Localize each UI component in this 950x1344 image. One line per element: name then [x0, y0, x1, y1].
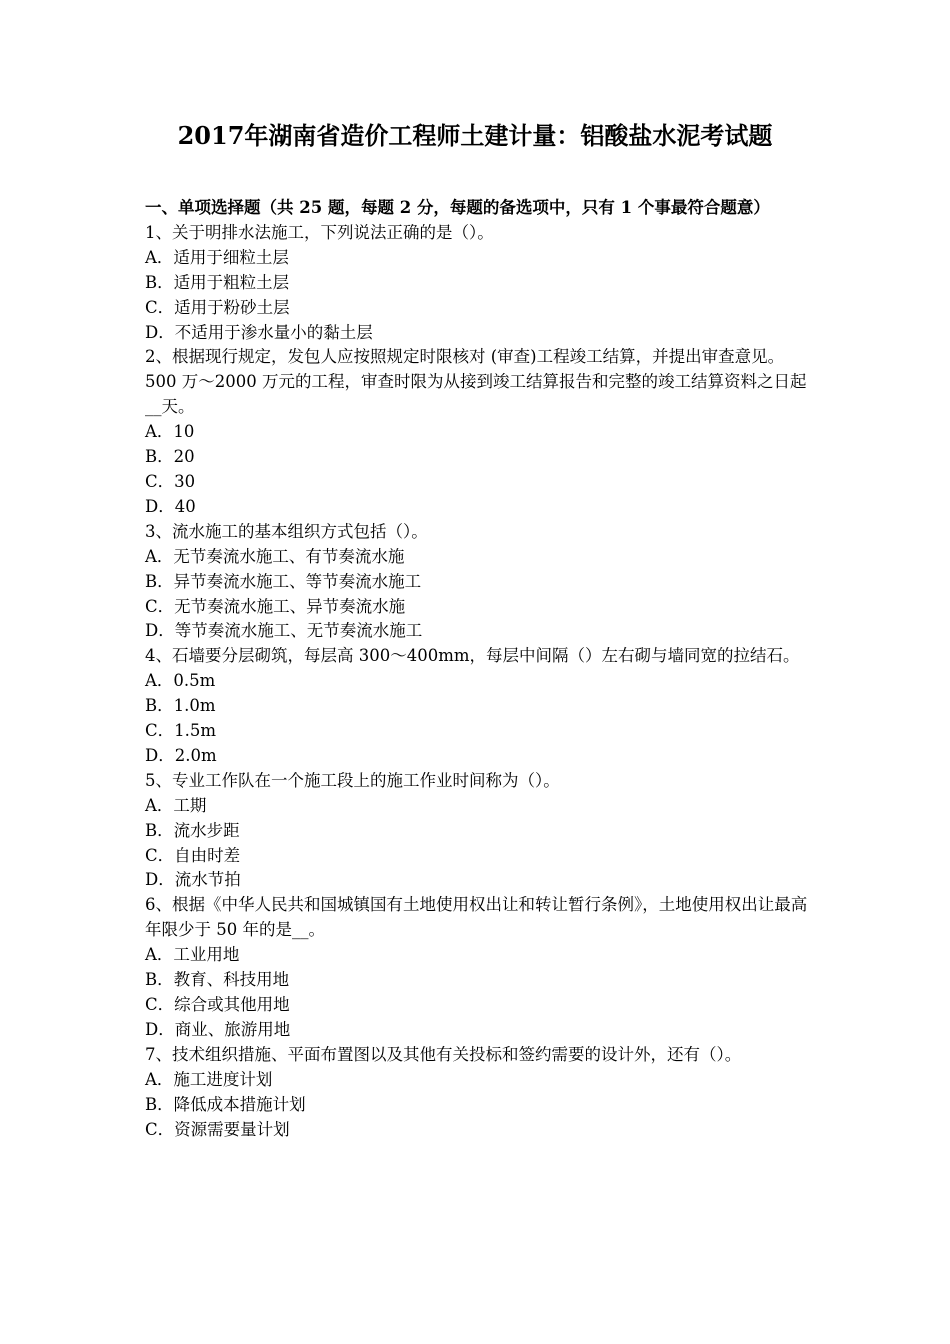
- question-stem: 2、根据现行规定，发包人应按照规定时限核对 (审查)工程竣工结算，并提出审查意见。500 万～2000 万元的工程，审查时限为从接到竣工结算报告和完整的竣工结算资料之日起__天。: [145, 347, 807, 417]
- document-title: 2017年湖南省造价工程师土建计量：铝酸盐水泥考试题: [177, 121, 773, 150]
- option-c: C．自由时差: [145, 845, 241, 865]
- question-stem: 5、专业工作队在一个施工段上的施工作业时间称为（）。: [145, 770, 560, 790]
- option-a: A．10: [145, 422, 195, 442]
- option-d: D．流水节拍: [145, 870, 241, 890]
- option-d: D．40: [145, 496, 196, 516]
- option-d: D．等节奏流水施工、无节奏流水施工: [145, 621, 423, 641]
- option-a: A．施工进度计划: [145, 1069, 273, 1089]
- question-stem: 1、关于明排水法施工，下列说法正确的是（）。: [145, 222, 494, 242]
- question-4: [145, 644, 809, 769]
- question-1: [145, 221, 809, 346]
- question-stem: 3、流水施工的基本组织方式包括（）。: [145, 521, 428, 541]
- option-a: A．适用于细粒土层: [145, 247, 289, 267]
- option-c: C．适用于粉砂土层: [145, 297, 290, 317]
- question-2: [145, 345, 809, 519]
- option-c: C．资源需要量计划: [145, 1119, 290, 1139]
- option-c: C．30: [145, 471, 196, 491]
- option-b: B．适用于粗粒土层: [145, 272, 290, 292]
- question-7: [145, 1043, 809, 1143]
- question-stem: 6、根据《中华人民共和国城镇国有土地使用权出让和转让暂行条例》，土地使用权出让最高年限少于 50 年的是__。: [145, 895, 808, 940]
- option-d: D．不适用于渗水量小的黏土层: [145, 322, 373, 342]
- option-a: A．工业用地: [145, 945, 240, 965]
- document-body: [145, 196, 809, 1142]
- option-d: D．商业、旅游用地: [145, 1019, 291, 1039]
- option-c: C．无节奏流水施工、异节奏流水施: [145, 596, 406, 616]
- section-heading: 一、单项选择题（共 25 题，每题 2 分，每题的备选项中，只有 1 个事最符合题意）: [145, 198, 770, 217]
- option-c: C．1.5m: [145, 721, 217, 741]
- question-3: [145, 520, 809, 645]
- option-b: B．1.0m: [145, 696, 216, 716]
- option-b: B．异节奏流水施工、等节奏流水施工: [145, 571, 422, 591]
- option-c: C．综合或其他用地: [145, 995, 290, 1014]
- question-6: [145, 893, 809, 1042]
- option-a: A．0.5m: [145, 671, 216, 691]
- option-b: B．20: [145, 447, 195, 467]
- option-a: A．工期: [145, 795, 207, 815]
- option-d: D．2.0m: [145, 745, 217, 765]
- question-stem: 7、技术组织措施、平面布置图以及其他有关投标和签约需要的设计外，还有（）。: [145, 1044, 742, 1064]
- option-b: B．流水步距: [145, 820, 240, 840]
- question-stem: 4、石墙要分层砌筑，每层高 300～400mm，每层中间隔（）左右砌与墙同宽的拉结石。: [145, 646, 800, 666]
- question-5: [145, 769, 809, 894]
- option-b: B．教育、科技用地: [145, 970, 290, 990]
- option-b: B．降低成本措施计划: [145, 1094, 306, 1114]
- option-a: A．无节奏流水施工、有节奏流水施: [145, 546, 405, 566]
